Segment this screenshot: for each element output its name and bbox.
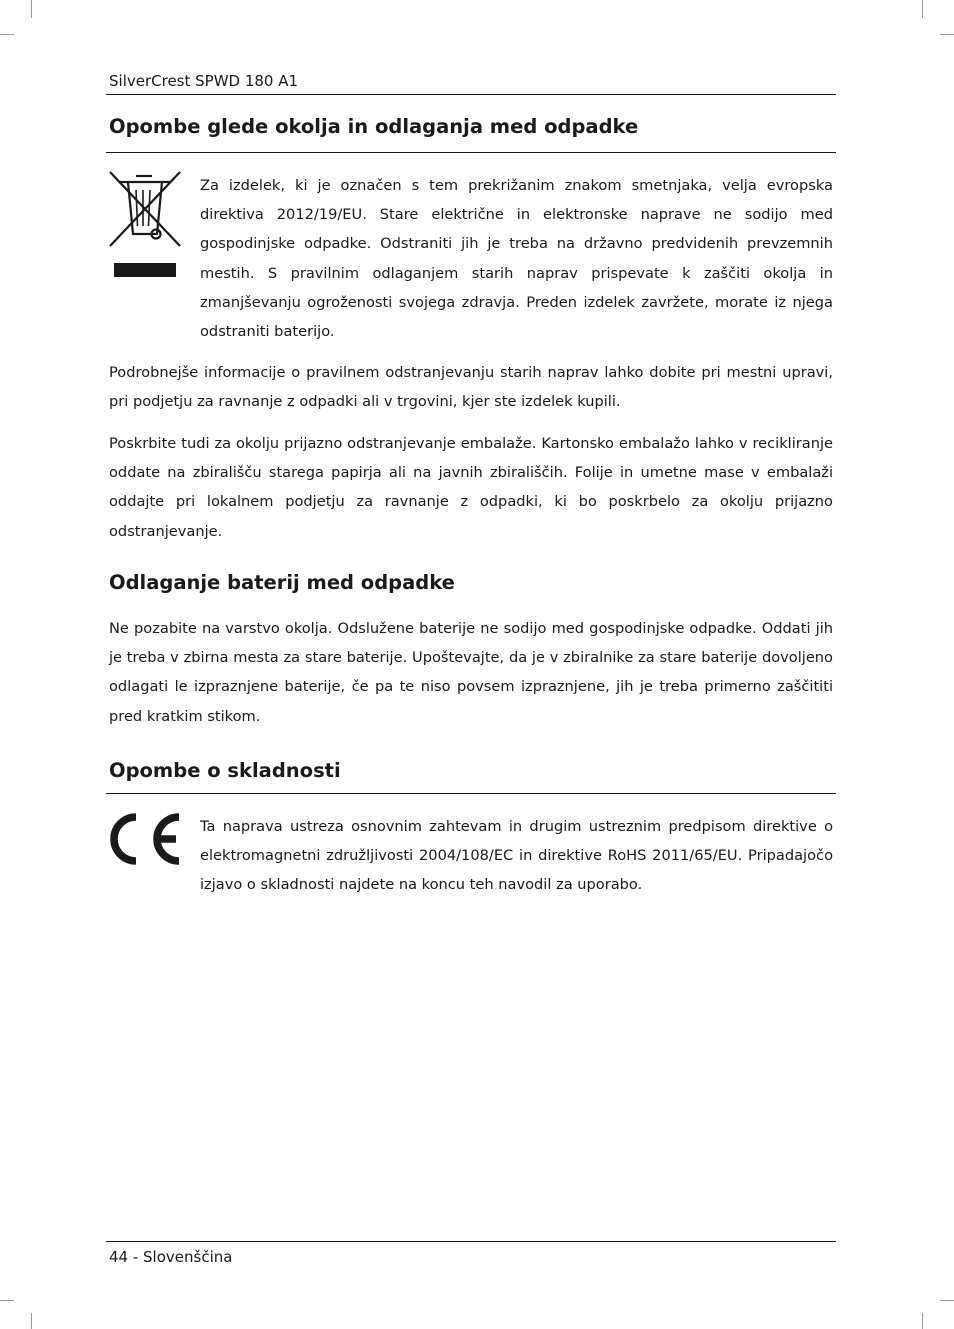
crop-mark (31, 0, 32, 18)
section-heading-conformity: Opombe o skladnosti (109, 759, 341, 782)
weee-crossed-bin-icon (108, 170, 182, 278)
body-paragraph: Poskrbite tudi za okolju prijazno odstranjevanje embalaže. Kartonsko embalažo lahko v recikliranje oddate na zbirališču starega papirja ali na javnih zbirališčih. Folije in umetne mase v embalaži oddajte pri lokalnem podjetju za ravnanje z odpadki, ki bo poskrbelo za okolju prijazno odstranjevanje. (109, 435, 833, 540)
crop-mark (0, 1300, 14, 1301)
crop-mark (31, 1313, 32, 1329)
crop-mark (940, 34, 954, 35)
crop-mark (940, 1300, 954, 1301)
crop-mark (0, 34, 14, 35)
crop-mark (922, 1313, 923, 1329)
ce-mark-icon (108, 812, 184, 866)
section-heading-batteries: Odlaganje baterij med odpadke (109, 571, 455, 594)
header-rule (106, 94, 836, 95)
section-rule (106, 152, 836, 153)
section-rule (106, 793, 836, 794)
footer-rule (106, 1241, 836, 1242)
body-paragraph: Ne pozabite na varstvo okolja. Odslužene baterije ne sodijo med gospodinjske odpadke. Oddati jih je treba v zbirna mesta za stare baterije. Upoštevajte, da je v zbiralnike za stare baterije dovoljeno odlagati le izpraznjene baterije, če pa te niso povsem izpraznjene, jih je treba primerno zaščititi pred kratkim stikom. (109, 620, 833, 725)
body-paragraph: Podrobnejše informacije o pravilnem odstranjevanju starih naprav lahko dobite pri mestni upravi, pri podjetju za ravnanje z odpadki ali v trgovini, kjer ste izdelek kupili. (109, 364, 833, 411)
weee-intro-paragraph: Za izdelek, ki je označen s tem prekrižanim znakom smetnjaka, velja evropska direktiva 2012/19/EU. Stare električne in elektronske naprave ne sodijo med gospodinjske odpadke. Odstraniti jih je treba na državno predvidenih prevzemnih mestih. S pravilnim odlaganjem starih naprav prispevate k zaščiti okolja in zmanjševanju ogroženosti svojega zdravja. Preden izdelek zavržete, morate iz njega odstraniti baterijo. (200, 177, 833, 341)
section-heading-environment: Opombe glede okolja in odlaganja med odpadke (109, 115, 639, 138)
conformity-paragraph: Ta naprava ustreza osnovnim zahtevam in drugim ustreznim predpisom direktive o elektromagnetni združljivosti 2004/108/EC in direktive RoHS 2011/65/EU. Pripadajočo izjavo o skladnosti najdete na koncu teh navodil za uporabo. (200, 818, 833, 894)
crop-mark (922, 0, 923, 18)
page-number: 44 - Slovenščina (109, 1248, 233, 1266)
running-header: SilverCrest SPWD 180 A1 (109, 72, 299, 90)
